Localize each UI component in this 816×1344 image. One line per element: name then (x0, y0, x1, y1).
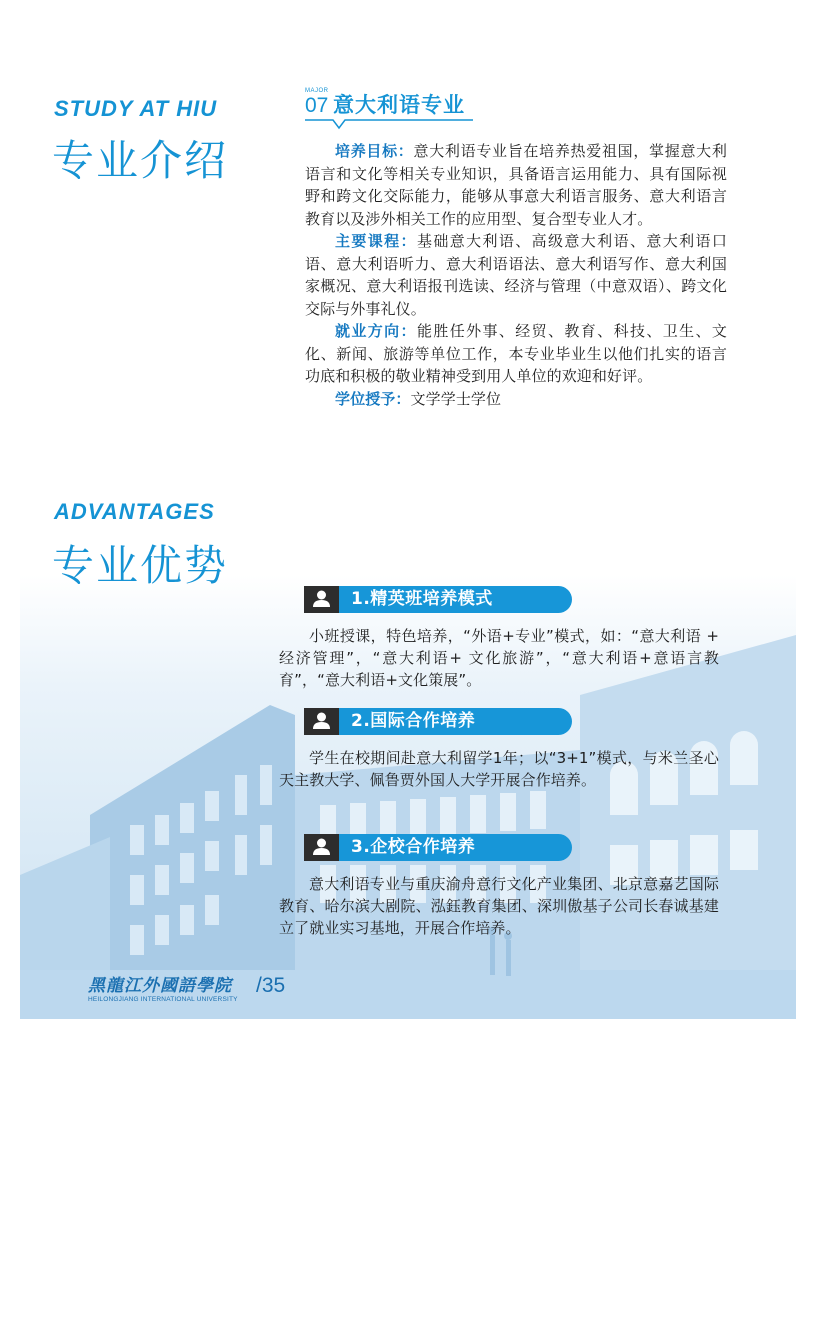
advantage-icon-box (304, 834, 339, 861)
paragraph-label: 主要课程： (335, 232, 417, 250)
paragraph-label: 就业方向： (335, 322, 417, 340)
person-icon (304, 586, 339, 613)
advantage-text (279, 873, 719, 939)
intro-title: 专业介绍 (52, 136, 229, 185)
major-badge (305, 88, 331, 117)
advantages-kicker: ADVANTAGES (54, 499, 215, 524)
person-icon (304, 708, 339, 735)
intro-paragraph (305, 230, 727, 320)
intro-paragraph (305, 388, 727, 411)
major-small-label: MAJOR (305, 88, 329, 94)
advantages-title: 专业优势 (52, 541, 229, 590)
advantage-header (304, 834, 572, 861)
advantage-label: 1.精英班培养模式 (351, 589, 493, 609)
intro-paragraph (305, 320, 727, 388)
paragraph-text: 意大利语专业旨在培养热爱祖国，掌握意大利语言和文化等相关专业知识，具备语言运用能力、具有国际视野和跨文化交际能力，能够从事意大利语言服务、意大利语言教育以及涉外相关工作的应用型、复合型专业人才。 (305, 142, 727, 228)
paragraph-text: 基础意大利语、高级意大利语、意大利语口语、意大利语听力、意大利语语法、意大利语写作、意大利国家概况、意大利语报刊选读、经济与管理（中意双语）、跨文化交际与外事礼仪。 (305, 232, 727, 318)
paragraph-label: 学位授予： (335, 389, 411, 408)
advantage-label: 3.企校合作培养 (351, 837, 476, 857)
page-number: /35 (256, 974, 286, 997)
university-logo (88, 976, 238, 1004)
paragraph-label: 培养目标： (335, 142, 414, 160)
major-number: 07 (305, 94, 329, 117)
advantage-header (304, 708, 572, 735)
advantage-header (304, 586, 572, 613)
major-underline (305, 118, 475, 130)
advantage-paragraph: 意大利语专业与重庆渝舟意行文化产业集团、北京意嘉艺国际教育、哈尔滨大剧院、泓鈺教育集团、深圳傲基子公司长春诚基建立了就业实习基地，开展合作培养。 (279, 875, 719, 937)
major-title: 意大利语专业 (333, 93, 465, 117)
paragraph-text: 能胜任外事、经贸、教育、科技、卫生、文化、新闻、旅游等单位工作，本专业毕业生以他们扎实的语言功底和积极的敬业精神受到用人单位的欢迎和好评。 (305, 322, 727, 385)
advantage-icon-box (304, 708, 339, 735)
advantage-text (279, 625, 719, 691)
paragraph-text: 文学学士学位 (410, 389, 502, 408)
advantage-icon-box (304, 586, 339, 613)
person-icon (304, 834, 339, 861)
intro-text (305, 140, 727, 410)
study-kicker: STUDY AT HIU (54, 96, 218, 121)
logo-chinese-name: 黑龍江外國語學院 (88, 976, 232, 996)
advantage-paragraph: 学生在校期间赴意大利留学1年；以“3+1”模式，与米兰圣心天主教大学、佩鲁贾外国人大学开展合作培养。 (279, 749, 719, 789)
logo-english-name: HEILONGJIANG INTERNATIONAL UNIVERSITY (88, 996, 238, 1003)
advantage-paragraph: 小班授课，特色培养，“外语+专业”模式，如：“意大利语 + 经济管理”，“意大利语+ 文化旅游”，“意大利语+意语言教育”，“意大利语+文化策展”。 (279, 627, 719, 689)
intro-paragraph (305, 140, 727, 230)
advantage-text (279, 747, 719, 791)
advantage-label: 2.国际合作培养 (351, 711, 476, 731)
